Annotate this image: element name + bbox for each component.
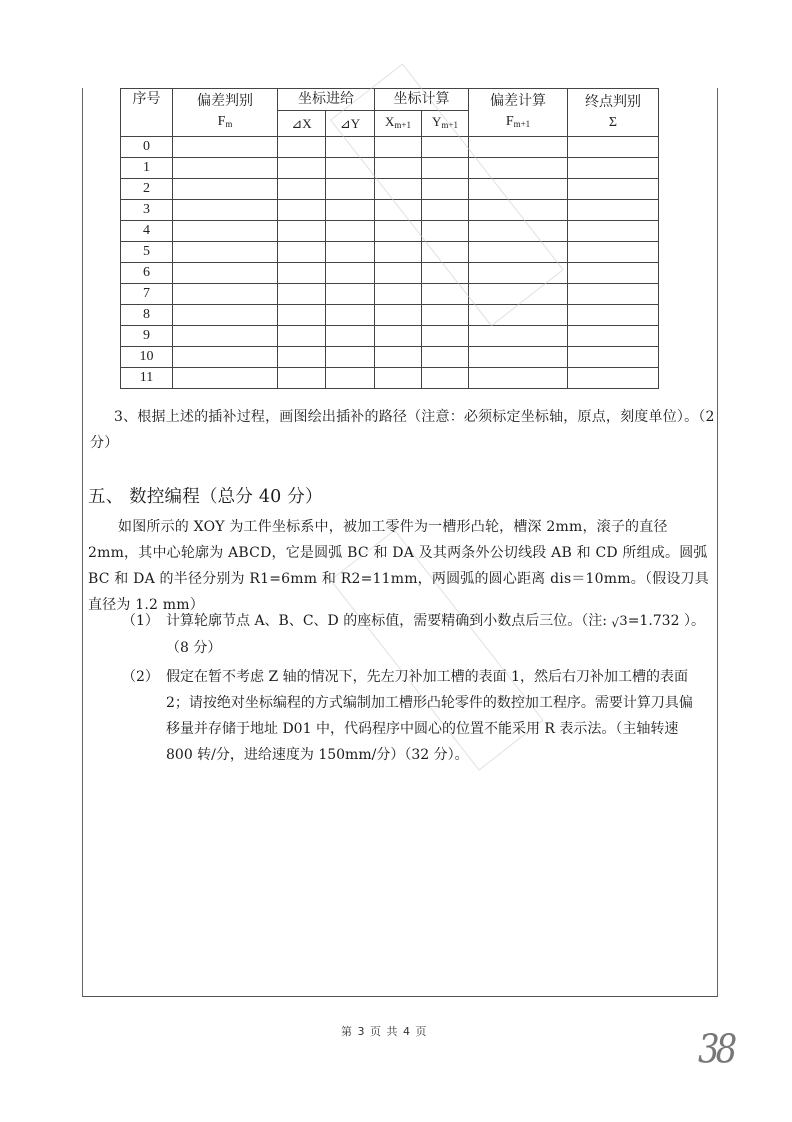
table-cell[interactable] — [469, 221, 568, 242]
section-5-intro-text: 如图所示的 XOY 为工件坐标系中，被加工零件为一槽形凸轮，槽深 2mm，滚子的直径 2mm，其中心轮廓为 ABCD，它是圆弧 BC 和 DA 及其两条外公切线段 AB 和 CD 所组成。圆弧 BC 和 DA 的半径分别为 R1=6mm 和 R2=11mm，两圆弧的圆心距离 dis＝10mm。（假设刀具直径为 1.2 mm） — [88, 519, 709, 613]
header-deviation-judge-label: 偏差判别 — [197, 93, 253, 109]
table-cell[interactable] — [422, 137, 469, 158]
table-cell[interactable] — [326, 242, 375, 263]
handwritten-score: 38 — [698, 1027, 734, 1073]
header-fm: $F_m$ — [217, 113, 233, 129]
table-cell[interactable] — [422, 284, 469, 305]
table-cell[interactable] — [173, 221, 278, 242]
header-deviation-calc — [469, 89, 568, 137]
sub-question-1-points: （8 分） — [166, 640, 222, 656]
table-row — [121, 347, 659, 368]
sub-question-1-number: （1） — [122, 613, 159, 629]
table-cell[interactable] — [375, 263, 422, 284]
row-index: 6 — [121, 263, 173, 284]
table-body — [121, 137, 659, 389]
table-row — [121, 242, 659, 263]
table-cell[interactable] — [326, 200, 375, 221]
table-cell[interactable] — [568, 242, 659, 263]
table-row — [121, 263, 659, 284]
table-cell[interactable] — [326, 158, 375, 179]
table-cell[interactable] — [375, 284, 422, 305]
row-index: 0 — [121, 137, 173, 158]
table-cell[interactable] — [278, 368, 326, 389]
table-row — [121, 305, 659, 326]
table-cell[interactable] — [375, 305, 422, 326]
header-dy: ⊿Y — [326, 111, 375, 137]
table-cell[interactable] — [278, 179, 326, 200]
table-cell[interactable] — [375, 347, 422, 368]
question-3 — [90, 404, 716, 456]
table-cell[interactable] — [375, 242, 422, 263]
table-cell[interactable] — [568, 221, 659, 242]
row-index: 9 — [121, 326, 173, 347]
table-row — [121, 179, 659, 200]
table-cell[interactable] — [326, 221, 375, 242]
table-cell[interactable] — [173, 368, 278, 389]
table-row — [121, 326, 659, 347]
table-cell[interactable] — [422, 158, 469, 179]
header-fm1: $F_{m+1}$ — [505, 113, 531, 129]
table-cell[interactable] — [469, 368, 568, 389]
table-cell[interactable] — [375, 158, 422, 179]
table-cell[interactable] — [173, 158, 278, 179]
table-row — [121, 200, 659, 221]
header-seq: 序号 — [121, 89, 173, 137]
table-cell[interactable] — [422, 347, 469, 368]
header-dx: ⊿X — [278, 111, 326, 137]
table-cell[interactable] — [173, 137, 278, 158]
table-cell[interactable] — [568, 368, 659, 389]
header-deviation-judge — [173, 89, 278, 137]
table-cell[interactable] — [568, 263, 659, 284]
table-cell[interactable] — [173, 305, 278, 326]
row-index: 3 — [121, 200, 173, 221]
table-cell[interactable] — [278, 221, 326, 242]
table-cell[interactable] — [375, 200, 422, 221]
table-cell[interactable] — [568, 347, 659, 368]
table-row — [121, 158, 659, 179]
table-cell[interactable] — [278, 200, 326, 221]
table-cell[interactable] — [422, 263, 469, 284]
table-cell[interactable] — [568, 326, 659, 347]
sub-question-1-text: 计算轮廓节点 A、B、C、D 的座标值，需要精确到小数点后三位。（注: √ 3=1.732 ）。 （8 分） — [166, 608, 706, 661]
table-cell[interactable] — [422, 242, 469, 263]
table-cell[interactable] — [422, 200, 469, 221]
header-end-judge-label: 终点判别 — [585, 94, 641, 110]
table-cell[interactable] — [375, 137, 422, 158]
table-cell[interactable] — [422, 179, 469, 200]
table-cell[interactable] — [326, 368, 375, 389]
table-cell[interactable] — [326, 305, 375, 326]
page-footer: 第 3 页 共 4 页 — [341, 1025, 428, 1038]
table-cell[interactable] — [469, 179, 568, 200]
table-cell[interactable] — [173, 347, 278, 368]
table-cell[interactable] — [568, 158, 659, 179]
table-cell[interactable] — [326, 179, 375, 200]
table-cell[interactable] — [326, 326, 375, 347]
sub-question-2 — [122, 664, 706, 768]
table-cell[interactable] — [326, 137, 375, 158]
table-cell[interactable] — [326, 263, 375, 284]
table-cell[interactable] — [469, 137, 568, 158]
table-cell[interactable] — [278, 263, 326, 284]
header-sigma: Σ — [608, 114, 618, 130]
header-deviation-calc-label: 偏差计算 — [490, 93, 546, 109]
header-end-judge — [568, 89, 659, 137]
header-coord-feed: 坐标进给 — [278, 89, 375, 111]
table-cell[interactable] — [375, 368, 422, 389]
table-cell[interactable] — [326, 284, 375, 305]
table-cell[interactable] — [469, 305, 568, 326]
table-cell[interactable] — [469, 326, 568, 347]
sqrt-symbol: √ 3 — [611, 614, 627, 629]
table-cell[interactable] — [173, 263, 278, 284]
row-index: 1 — [121, 158, 173, 179]
sub-question-1 — [122, 608, 706, 661]
table-cell[interactable] — [568, 284, 659, 305]
table-cell[interactable] — [568, 200, 659, 221]
table-cell[interactable] — [568, 137, 659, 158]
interpolation-table — [120, 88, 659, 389]
table-cell[interactable] — [173, 326, 278, 347]
row-index: 2 — [121, 179, 173, 200]
question-3-text: 3、根据上述的插补过程，画图绘出插补的路径（注意：必须标定坐标轴，原点，刻度单位）。（2 分） — [90, 409, 715, 451]
header-ym1: $Y_{m+1}$ — [422, 111, 469, 137]
table-cell[interactable] — [469, 242, 568, 263]
table-cell[interactable] — [278, 242, 326, 263]
row-index: 8 — [121, 305, 173, 326]
table-cell[interactable] — [173, 200, 278, 221]
section-5-title: 五、 数控编程（总分 40 分） — [88, 487, 323, 507]
table-cell[interactable] — [422, 221, 469, 242]
row-index: 11 — [121, 368, 173, 389]
table-cell[interactable] — [375, 221, 422, 242]
table-cell[interactable] — [375, 326, 422, 347]
header-xm1: $X_{m+1}$ — [375, 111, 422, 137]
table-cell[interactable] — [278, 158, 326, 179]
row-index: 5 — [121, 242, 173, 263]
table-cell[interactable] — [326, 347, 375, 368]
table-cell[interactable] — [278, 347, 326, 368]
table-row — [121, 284, 659, 305]
table-cell[interactable] — [173, 242, 278, 263]
table-cell[interactable] — [469, 263, 568, 284]
table-cell[interactable] — [278, 326, 326, 347]
row-index: 4 — [121, 221, 173, 242]
table-cell[interactable] — [173, 179, 278, 200]
section-5-intro — [88, 514, 716, 618]
table-cell[interactable] — [278, 305, 326, 326]
table-cell[interactable] — [568, 305, 659, 326]
table-cell[interactable] — [469, 284, 568, 305]
sub-question-2-text: 假定在暂不考虑 Z 轴的情况下，先左刀补加工槽的表面 1，然后右刀补加工槽的表面 2；请按绝对坐标编程的方式编制加工槽形凸轮零件的数控加工程序。需要计算刀具偏移量并存储于地址 D01 中，代码程序中圆心的位置不能采用 R 表示法。（主轴转速 800 转/分，进给速度为 150mm/分）（32 分）。 — [166, 669, 693, 763]
table-row — [121, 137, 659, 158]
table-cell[interactable] — [422, 326, 469, 347]
table-cell[interactable] — [469, 158, 568, 179]
table-cell[interactable] — [375, 179, 422, 200]
table-cell[interactable] — [173, 284, 278, 305]
sub-question-2-number: （2） — [122, 669, 159, 685]
table-cell[interactable] — [422, 368, 469, 389]
table-cell[interactable] — [278, 284, 326, 305]
table-cell[interactable] — [469, 200, 568, 221]
table-row — [121, 221, 659, 242]
table-cell[interactable] — [469, 347, 568, 368]
table-cell[interactable] — [278, 137, 326, 158]
header-coord-calc: 坐标计算 — [375, 89, 469, 111]
row-index: 7 — [121, 284, 173, 305]
table-cell[interactable] — [568, 179, 659, 200]
table-row — [121, 368, 659, 389]
table-cell[interactable] — [422, 305, 469, 326]
row-index: 10 — [121, 347, 173, 368]
